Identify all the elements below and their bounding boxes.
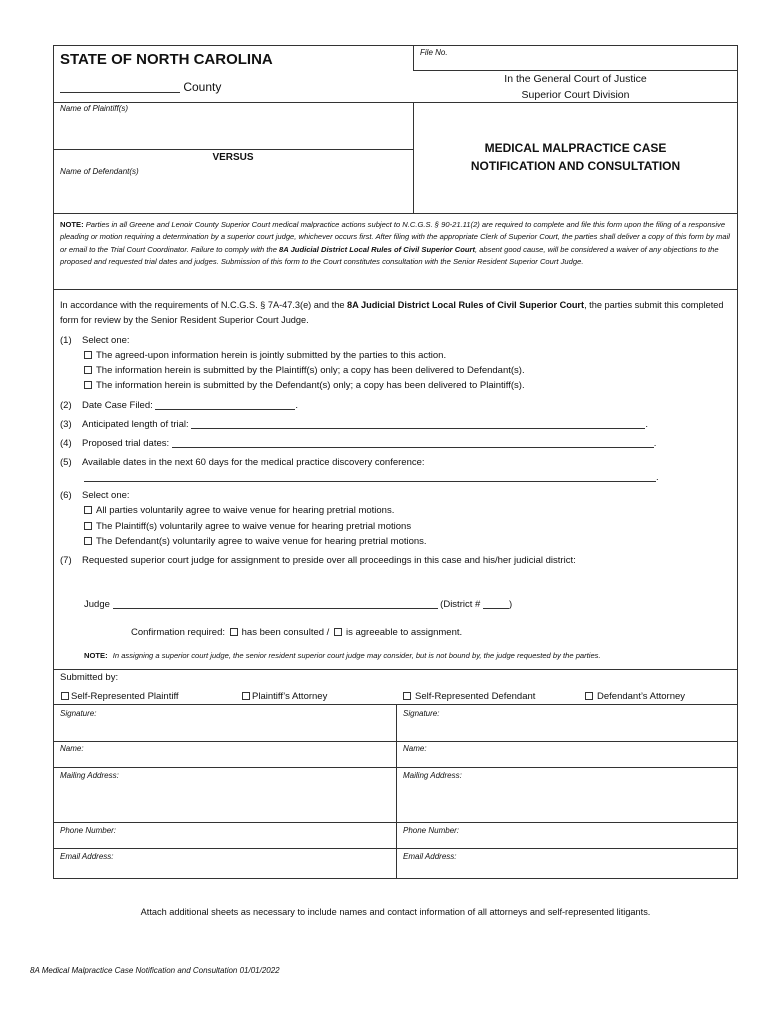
checkbox-jointly-submitted[interactable]: [84, 351, 92, 359]
caption-bottom-line: [53, 213, 738, 214]
item-2-number: (2): [60, 400, 72, 411]
judge-note: [84, 651, 601, 660]
parties-divider: [396, 704, 397, 879]
email-row-top: [53, 848, 738, 849]
plaintiff-attorney-label: Plaintiff’s Attorney: [252, 691, 328, 702]
intro-bold-rules: 8A Judicial District Local Rules of Civil Superior Court: [347, 300, 585, 310]
available-dates-label: Available dates in the next 60 days for the medical practice discovery conference:: [82, 457, 425, 468]
intro-paragraph: [60, 298, 732, 328]
item-6-label: Select one:: [82, 490, 130, 501]
versus-label: VERSUS: [212, 152, 254, 163]
court-line1: In the General Court of Justice: [504, 73, 647, 85]
checkbox-consulted[interactable]: [230, 628, 238, 636]
item-1-number: (1): [60, 335, 72, 346]
item-1: [60, 335, 130, 346]
form-identifier: 8A Medical Malpractice Case Notification and Consultation 01/01/2022: [30, 966, 280, 975]
mailing-row-top: [53, 767, 738, 768]
option-self-defendant: [403, 691, 535, 702]
plaintiff-name-field[interactable]: Name:: [60, 744, 84, 753]
county-blank[interactable]: [60, 80, 180, 93]
county-line: [60, 80, 221, 94]
item-1-option-b: [84, 365, 525, 376]
date-filed-label: Date Case Filed:: [82, 400, 153, 411]
state-title: STATE OF NORTH CAROLINA: [60, 51, 273, 68]
item-3-number: (3): [60, 419, 72, 430]
submitted-by-label: Submitted by:: [60, 672, 119, 683]
item-7-number: (7): [60, 555, 72, 566]
intro-text2: , the parties submit this completed form for review by the Senior Resident Superior Court Judge.: [60, 300, 724, 325]
phone-row-top: [53, 822, 738, 823]
court-line2: Superior Court Division: [521, 89, 630, 101]
note-label: NOTE:: [60, 220, 84, 229]
judge-line: [84, 599, 512, 610]
option-6c-label: The Defendant(s) voluntarily agree to waive venue for hearing pretrial motions.: [96, 536, 427, 547]
option-1c-label: The information herein is submitted by the Defendant(s) only; a copy has been delivered to Plaintiff(s).: [96, 380, 525, 391]
item-1-option-a: [84, 350, 446, 361]
plaintiff-mailing-field[interactable]: Mailing Address:: [60, 771, 119, 780]
available-dates-field[interactable]: [84, 472, 656, 482]
checkbox-agreeable[interactable]: [334, 628, 342, 636]
file-no-bottom-line: [413, 70, 738, 71]
form-title-line2: NOTIFICATION AND CONSULTATION: [470, 159, 681, 173]
note-block: [60, 219, 732, 269]
trial-length-label: Anticipated length of trial:: [82, 419, 189, 430]
checkbox-defendant-submitted[interactable]: [84, 381, 92, 389]
item-5-blank-line: .: [84, 472, 659, 483]
self-defendant-label: Self-Represented Defendant: [415, 691, 536, 702]
trial-length-field[interactable]: [191, 419, 645, 429]
proposed-dates-field[interactable]: [172, 438, 654, 448]
item-5: [60, 457, 425, 468]
proposed-dates-label: Proposed trial dates:: [82, 438, 170, 449]
judge-note-label: NOTE:: [84, 651, 108, 660]
item-1-label: Select one:: [82, 335, 130, 346]
file-no-divider: [413, 45, 414, 70]
agreeable-label: is agreeable to assignment.: [345, 627, 463, 638]
option-plaintiff-attorney: [242, 691, 327, 702]
note-bold-rules: 8A Judicial District Local Rules of Civil Superior Court: [279, 244, 475, 254]
item-6-option-c: [84, 536, 427, 547]
date-filed-field[interactable]: [155, 400, 295, 410]
sig-row-top: [53, 704, 738, 705]
item-6: [60, 490, 130, 501]
intro-text1: In accordance with the requirements of N.C.G.S. § 7A-47.3(e) and the: [60, 300, 348, 310]
option-defendant-attorney: [585, 691, 685, 702]
checkbox-defendant-attorney[interactable]: [585, 692, 593, 700]
versus-line: [53, 149, 413, 150]
plaintiff-email-field[interactable]: Email Address:: [60, 852, 114, 861]
option-self-plaintiff: [61, 691, 179, 702]
item-6-number: (6): [60, 490, 72, 501]
item-4: (4) Proposed trial dates: .: [60, 438, 657, 449]
checkbox-self-defendant[interactable]: [403, 692, 411, 700]
item-2: (2) Date Case Filed: .: [60, 400, 299, 411]
body-bottom-line: [53, 669, 738, 670]
option-1a-label: The agreed-upon information herein is jointly submitted by the parties to this action.: [96, 350, 447, 361]
caption-divider: [413, 102, 414, 213]
note-text2: , absent good cause, will be considered a waiver of any objections to the proposed and requested trial dates and judges. Submission of this form to the Court constitutes consultation with the Senior Resident Superior Court Judge.: [60, 244, 719, 267]
item-3: (3) Anticipated length of trial: .: [60, 419, 648, 430]
item-4-number: (4): [60, 438, 72, 449]
file-no-label: File No.: [420, 48, 448, 57]
defendant-signature-field[interactable]: Signature:: [403, 709, 440, 718]
consulted-label: has been consulted /: [241, 627, 330, 638]
checkbox-self-plaintiff[interactable]: [61, 692, 69, 700]
plaintiff-phone-field[interactable]: Phone Number:: [60, 826, 117, 835]
option-1b-label: The information herein is submitted by the Plaintiff(s) only; a copy has been delivered to Defendant(s).: [96, 365, 525, 376]
district-close: ): [508, 599, 513, 610]
form-title-line1: MEDICAL MALPRACTICE CASE: [484, 141, 667, 155]
note-bottom-line: [53, 289, 738, 290]
judge-note-text: In assigning a superior court judge, the senior resident superior court judge may consider, but is not bound by, the judge requested by the parties.: [112, 651, 601, 660]
item-5-number: (5): [60, 457, 72, 468]
defendant-label: Name of Defendant(s): [60, 167, 139, 176]
header-bottom-line: [53, 102, 738, 103]
judge-label: Judge: [84, 599, 110, 610]
district-label: (District #: [440, 599, 481, 610]
requested-judge-label: Requested superior court judge for assignment to preside over all proceedings in this case and his/her judicial district:: [82, 555, 576, 566]
item-6-option-a: [84, 505, 394, 516]
attach-instruction: Attach additional sheets as necessary to include names and contact information of all attorneys and self-represented litigants.: [140, 907, 651, 917]
defendant-email-field[interactable]: Email Address:: [403, 852, 457, 861]
defendant-attorney-label: Defendant’s Attorney: [597, 691, 686, 702]
confirmation-line: [131, 627, 462, 638]
judge-name-field[interactable]: [113, 599, 438, 609]
plaintiff-label: Name of Plaintiff(s): [60, 104, 129, 113]
county-label: County: [183, 80, 222, 94]
district-number-field[interactable]: [483, 599, 509, 609]
self-plaintiff-label: Self-Represented Plaintiff: [71, 691, 179, 702]
confirmation-label: Confirmation required:: [131, 627, 225, 638]
item-6-option-b: [84, 521, 411, 532]
checkbox-all-parties-waive[interactable]: [84, 506, 92, 514]
checkbox-plaintiff-waive[interactable]: [84, 522, 92, 530]
option-6b-label: The Plaintiff(s) voluntarily agree to waive venue for hearing pretrial motions: [96, 521, 412, 532]
checkbox-plaintiff-attorney[interactable]: [242, 692, 250, 700]
option-6a-label: All parties voluntarily agree to waive venue for hearing pretrial motions.: [96, 505, 395, 516]
defendant-name-field[interactable]: Name:: [403, 744, 427, 753]
checkbox-plaintiff-submitted[interactable]: [84, 366, 92, 374]
note-text1: Parties in all Greene and Lenoir County Superior Court medical malpractice actions subject to N.C.G.S. § 90-21.11(2) are required to complete and file this form upon the filing of a responsive pleading or motion requiring a determination by a superior court judge, whichever occurs first. After filing with the appropriate Clerk of Superior Court, the parties shall deliver a copy of this form by mail or email to the Trial Court Coordinator. Failure to comply with the: [60, 220, 730, 254]
defendant-phone-field[interactable]: Phone Number:: [403, 826, 460, 835]
name-row-top: [53, 741, 738, 742]
item-7: [60, 555, 576, 566]
plaintiff-signature-field[interactable]: Signature:: [60, 709, 97, 718]
checkbox-defendant-waive[interactable]: [84, 537, 92, 545]
defendant-mailing-field[interactable]: Mailing Address:: [403, 771, 462, 780]
item-1-option-c: [84, 380, 525, 391]
